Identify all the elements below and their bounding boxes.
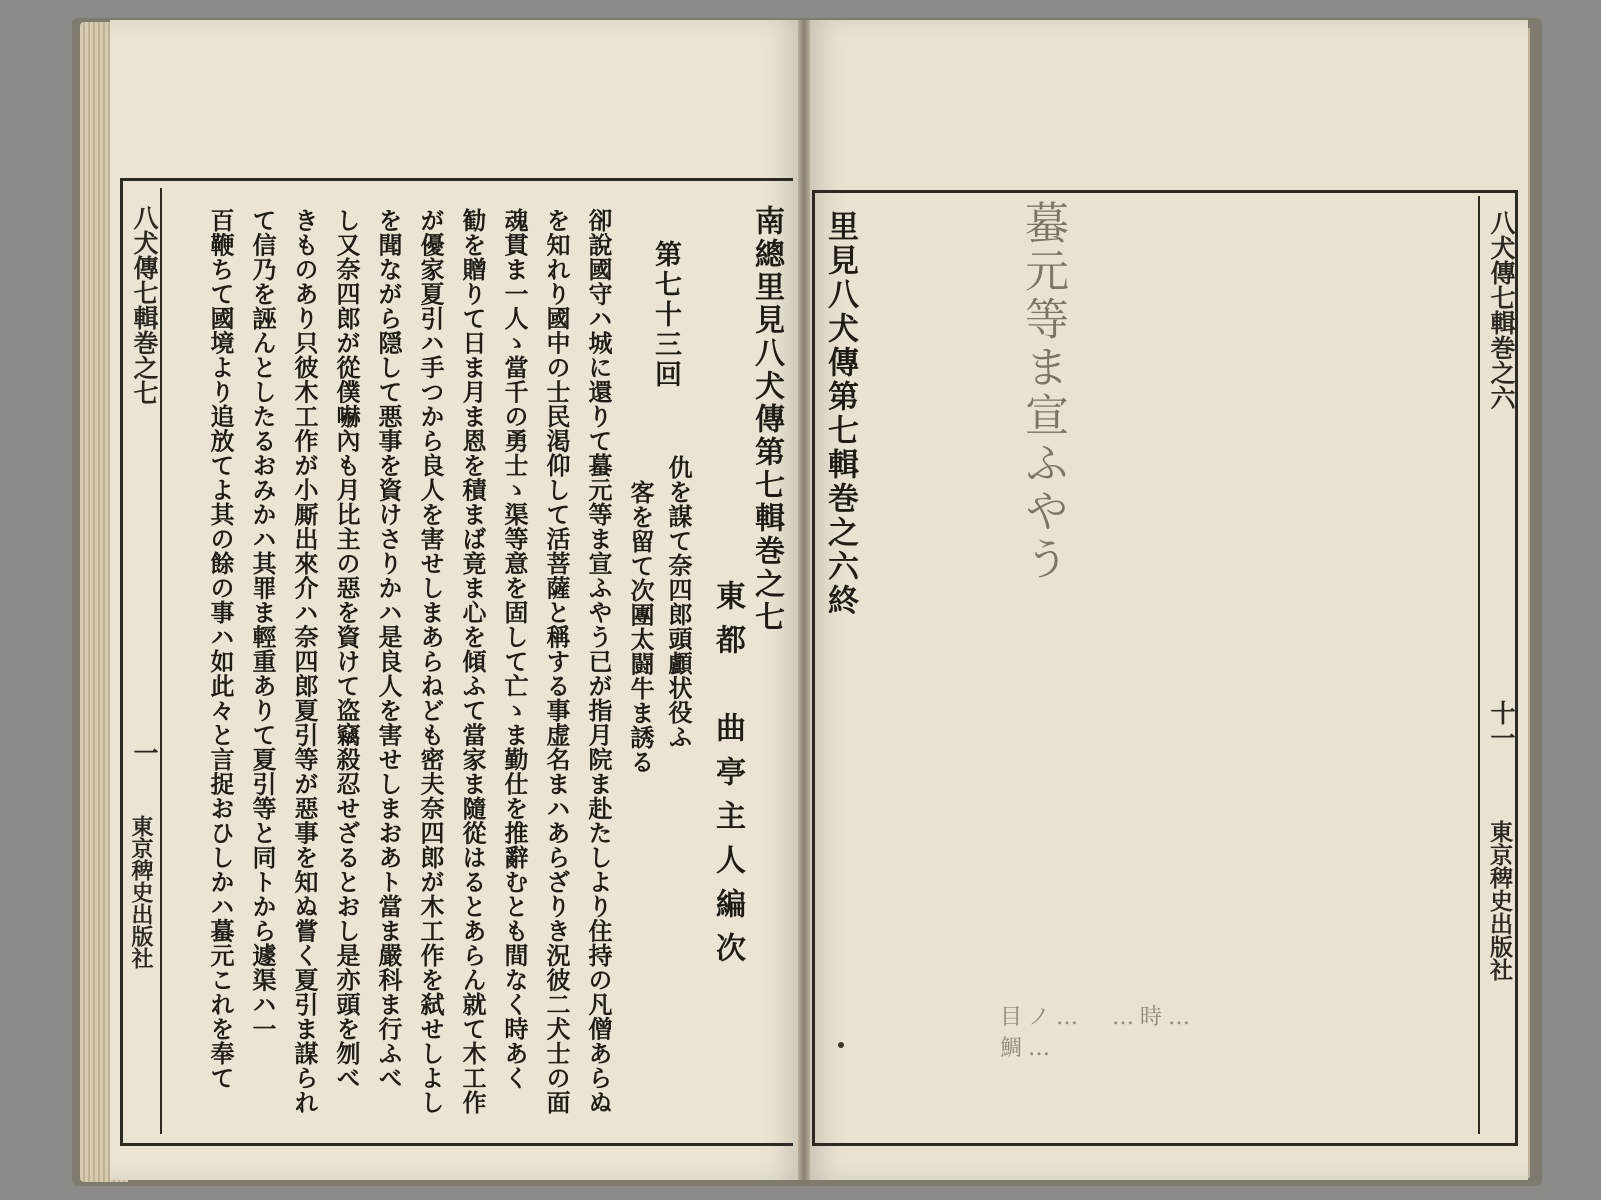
left-margin-title: 八犬傳七輯巻之七: [130, 205, 159, 405]
chapter-subtitle-1: 仇を謀て奈四郎頭顱状役ふ: [664, 455, 693, 749]
right-margin-page-number: 十一: [1487, 700, 1516, 750]
left-margin-publisher: 東京稗史出版社: [128, 815, 154, 969]
chapter-number: 第七十三回: [650, 240, 681, 390]
body-column-3: 魂貫ま一人ゝ當千の勇士ゝ渠等意を固して亡ゝま勤仕を推辭むとも間なく時あく: [500, 208, 529, 1090]
ink-dot: [838, 1042, 844, 1048]
left-margin-page-number: 一: [130, 740, 159, 765]
right-margin-publisher: 東京稗史出版社: [1486, 820, 1513, 981]
body-column-10: 百鞭ちて國境より追放てよ其の餘の事ハ如此々と言捉おひしかハ蟇元これを奉て: [206, 208, 235, 1090]
book-gutter: [798, 20, 810, 1180]
body-column-7: し又奈四郎が從僕嚇內も月比主の惡を資けて盗竊殺忍せざるとおし是亦頭を刎べ: [332, 208, 361, 1090]
body-column-8: きものあり只彼木工作が小厮出來介ハ奈四郎夏引等が惡事を知ぬ嘗く夏引ま謀られ: [290, 208, 319, 1115]
body-column-6: を聞ながら隠して悪事を資けさりかハ是良人を害せしまおあト當ま嚴科ま行ふべ: [374, 208, 403, 1090]
chapter-subtitle-2: 客を留て次團太闘牛ま誘る: [626, 480, 655, 774]
end-title: 里見八犬傳第七輯巻之六終: [822, 210, 858, 618]
body-column-1: 卻說國守ハ城に還りて蟇元等ま宣ふやう已が指月院ま赴たしより住持の凡僧あらぬ: [584, 208, 613, 1115]
body-column-9: て信乃を誣んとしたるおみかハ其罪ま輕重ありて夏引等と同トから遽渠ハ一: [248, 208, 277, 1041]
body-column-5: が優家夏引ハ手つから良人を害せしまあらねども密夫奈四郎が木工作を弑せしよし: [416, 208, 445, 1115]
bleed-through-text: 蟇元等ま宣ふやう: [1017, 200, 1068, 584]
body-column-4: 勧を贈りて日ま月ま恩を積まば竟ま心を傾ふて當家ま隨從はるとあらん就て木工作: [458, 208, 487, 1115]
author-line: 東都 曲亭主人編次: [710, 580, 745, 976]
body-column-2: を知れり國中の士民渇仰して活菩薩と稱する事虚名まハあらざりき況彼二犬士の面: [542, 208, 571, 1115]
book-title: 南總里見八犬傳第七輯巻之七: [749, 205, 784, 634]
faint-stamp: 目ノ… …時…鯛…: [1000, 1005, 1197, 1061]
right-margin-title: 八犬傳七輯巻之六: [1487, 210, 1516, 410]
